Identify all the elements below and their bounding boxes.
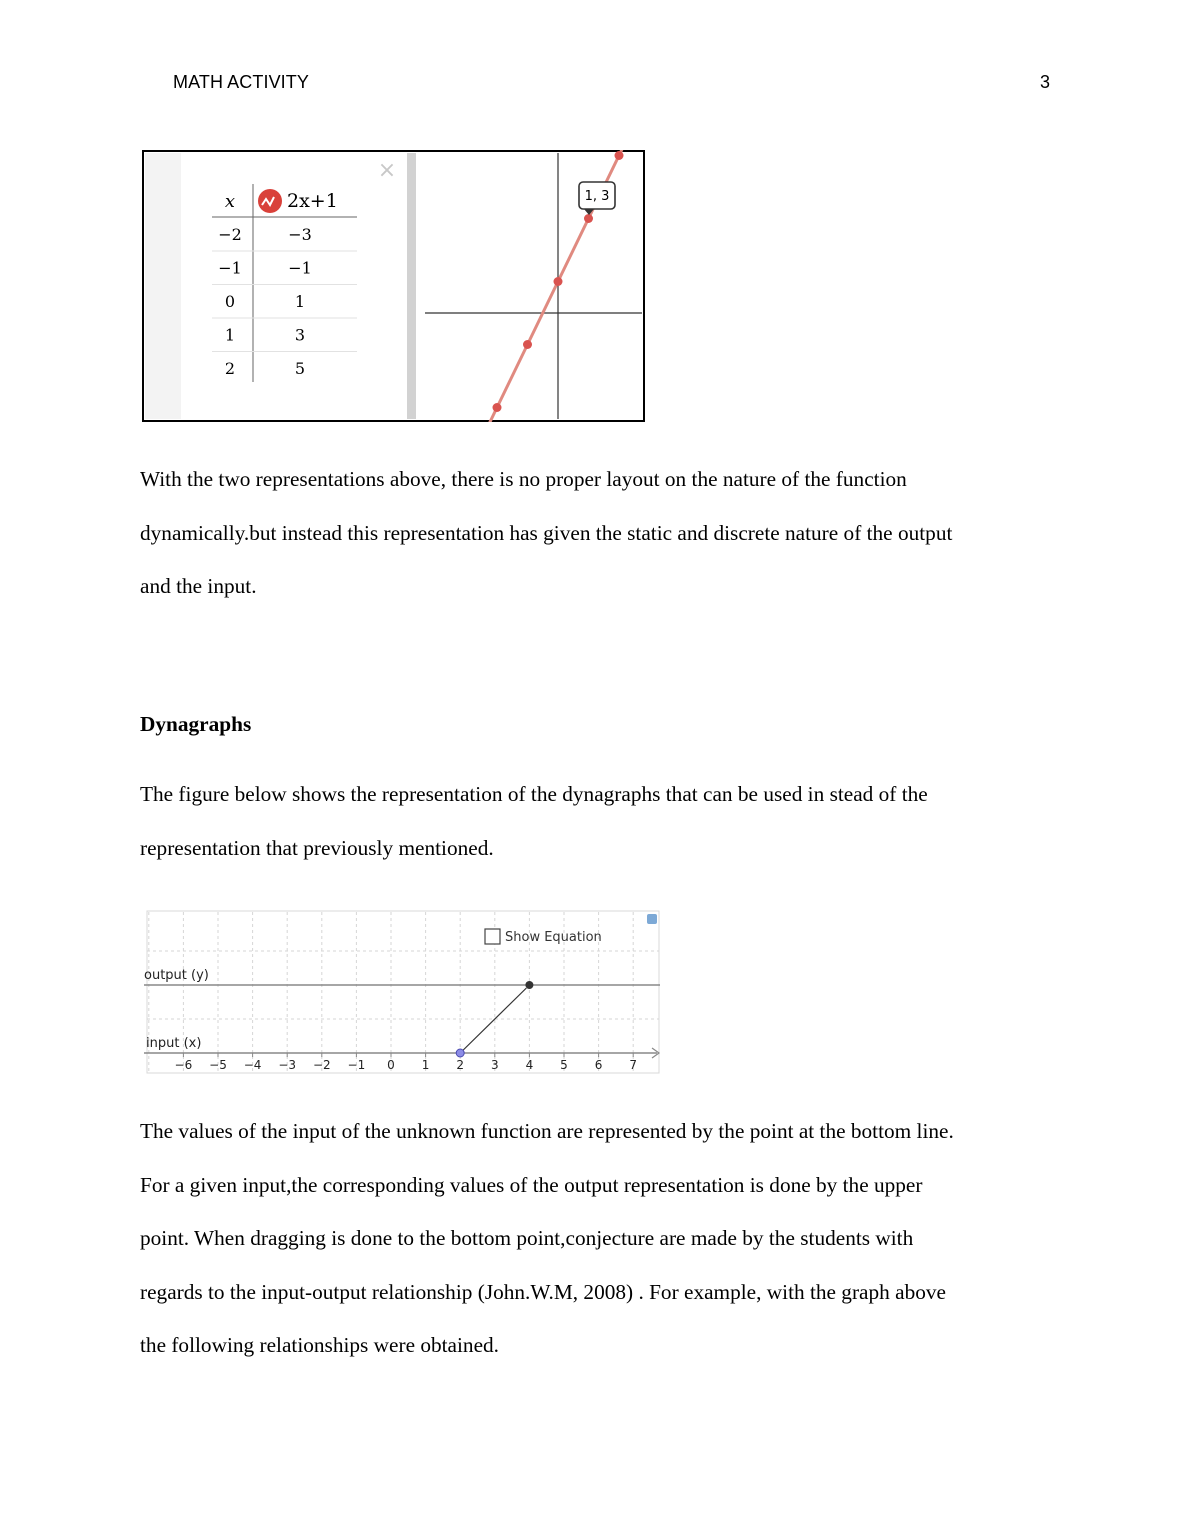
section-heading: Dynagraphs [140,712,252,736]
paragraph-line: The figure below shows the representation of the dynagraphs that can be used in stead of the [140,782,928,806]
data-point[interactable] [615,151,624,160]
table-cell-x: −1 [218,258,242,278]
tick-label: 2 [456,1058,465,1072]
table-cell-y: 5 [294,359,306,378]
input-point[interactable] [456,1049,464,1057]
output-axis-label: output (y) [144,968,209,983]
tick-label: 0 [387,1058,395,1072]
show-equation-label: Show Equation [505,930,602,945]
page-number: 3 [1039,72,1050,92]
tick-label: −6 [174,1058,193,1072]
paragraph-line: For a given input,the corresponding values of the output representation is done by the upper [140,1172,923,1197]
tick-label: −4 [243,1058,262,1072]
paragraph-explanation [140,1105,1060,1373]
tick-label: 6 [594,1058,603,1072]
table-cell-x: −2 [218,225,242,244]
tick-label: −2 [312,1058,331,1072]
table-cell-x: 1 [224,325,236,345]
data-point[interactable] [493,403,502,412]
tick-label: 7 [629,1058,638,1072]
output-point[interactable] [525,981,533,989]
mapping-arrow [460,988,526,1053]
paragraph-line: regards to the input-output relationship (John.W.M, 2008) . For example, with the graph above [140,1279,946,1304]
paragraph-line: representation that previously mentioned. [140,835,494,860]
paragraph-line: With the two representations above, there is no proper layout on the nature of the function [140,467,907,491]
tick-label: 4 [525,1058,534,1072]
tick-label: 1 [421,1058,430,1072]
tick-label: −1 [347,1058,366,1072]
dynagraph-figure [144,908,664,1078]
table-cell-y: −3 [288,225,312,244]
paragraph-line: the following relationships were obtained. [140,1333,500,1358]
input-axis-label: input (x) [146,1036,202,1051]
paragraph-line: and the input. [140,574,257,599]
paragraph-figure-intro [140,768,1060,875]
tick-label: 5 [560,1058,568,1072]
graph-toggle-icon[interactable] [258,189,282,213]
table-cell-x: 2 [224,359,236,378]
paragraph-line: point. When dragging is done to the bottom point,conjecture are made by the students with [140,1226,914,1251]
table-header-function: 2x+1 [287,190,338,212]
close-icon[interactable]: × [377,158,397,183]
data-point[interactable] [554,277,563,286]
tick-label: −5 [209,1058,227,1072]
function-table-graph-figure [142,150,645,422]
table-header-x: x [224,191,236,212]
data-point[interactable] [523,340,532,349]
table-cell-y: 3 [294,325,306,345]
table-cell-y: 1 [294,292,306,311]
table-cell-y: −1 [288,258,312,278]
paragraph-line: The values of the input of the unknown function are represented by the point at the bottom line. [140,1119,954,1143]
paragraph-line: dynamically.but instead this representation has given the static and discrete nature of the output [140,520,953,545]
tick-label: −3 [278,1058,297,1072]
running-header-title: MATH ACTIVITY [173,72,309,92]
svg-text:1, 3: 1, 3 [584,189,610,204]
table-cell-x: 0 [224,292,236,311]
tick-label: 3 [490,1058,499,1072]
show-equation-checkbox[interactable] [485,929,500,944]
data-point[interactable] [584,214,593,223]
refresh-icon[interactable] [647,914,657,924]
paragraph-representations [140,453,1060,614]
